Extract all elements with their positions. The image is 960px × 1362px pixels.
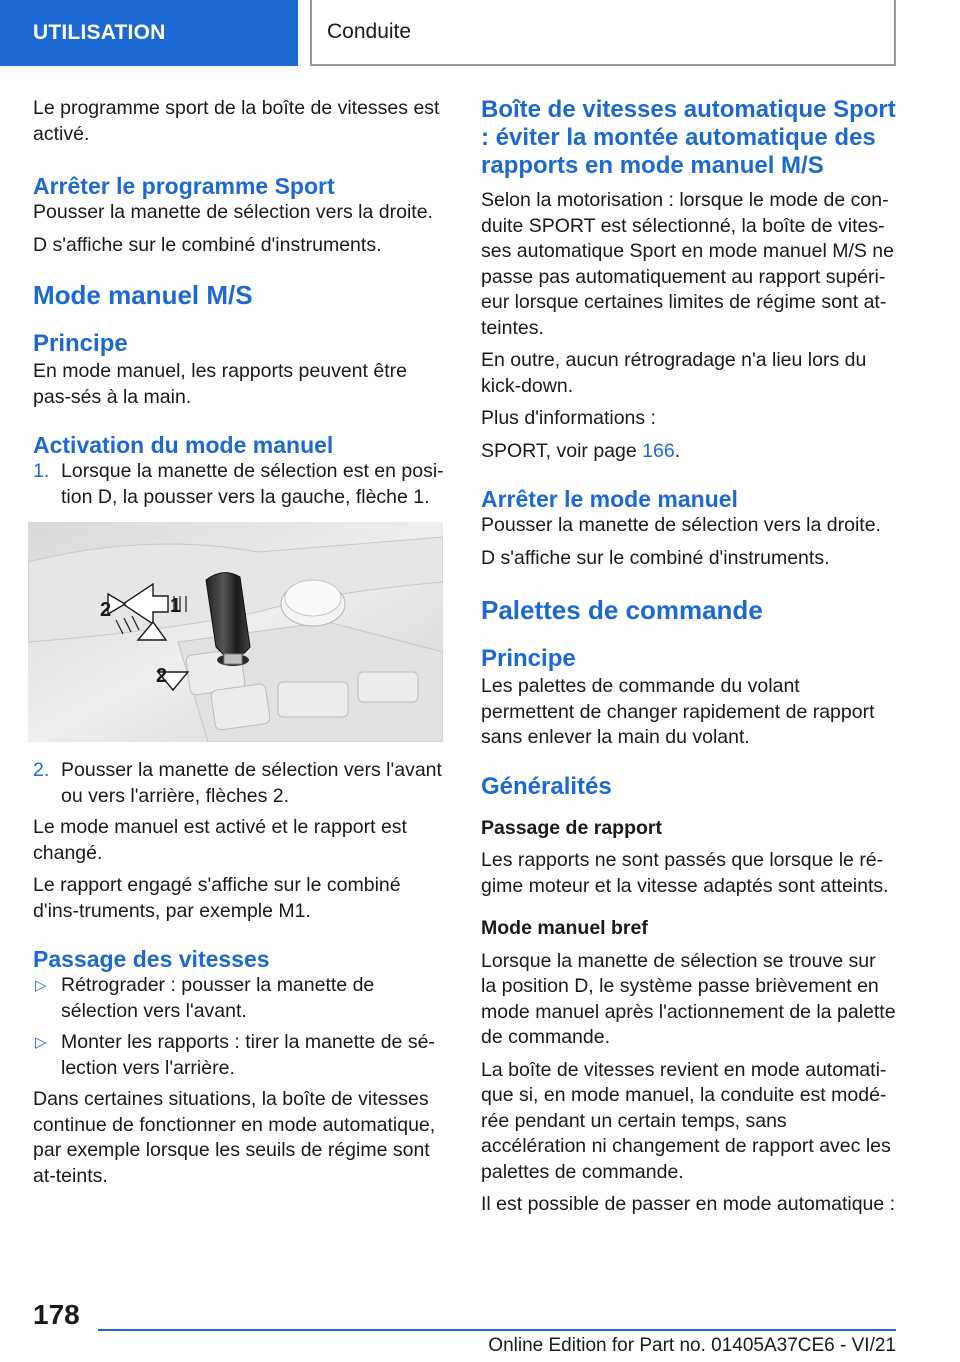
principle-heading: Principe (33, 330, 128, 357)
section-tab[interactable]: UTILISATION (0, 0, 298, 66)
shifting-list (33, 973, 449, 1081)
principle-text: En mode manuel, les rapports peuvent être pas-sés à la main. (33, 360, 407, 408)
sport-ref-suffix: . (674, 439, 681, 462)
triangle-bullet-icon: ▷ (35, 977, 47, 994)
shifting-text: Dans certaines situations, la boîte de vitesses continue de fonctionner en mode automatique, par exemple lorsque les seuils de régime sont at-teints. (33, 1088, 436, 1187)
figure-label-2b: 2 (156, 665, 168, 687)
sport-auto-heading: Boîte de vitesses automatique Sport : éviter la montée automatique des rapports en mode manuel M/S (481, 96, 896, 179)
figure-label-1: 1 (170, 595, 182, 617)
activation-heading: Activation du mode manuel (33, 432, 334, 458)
step-2 (33, 758, 449, 809)
stop-manual-text-2: D s'affiche sur le combiné d'instruments. (481, 546, 830, 569)
stop-sport-text-1: Pousser la manette de sélection vers la droite. (33, 201, 433, 223)
chapter-tab[interactable]: Conduite (310, 0, 896, 66)
edition-text: Online Edition for Part no. 01405A37CE6 - VI/21 (488, 1335, 896, 1356)
activation-text-1: Le mode manuel est activé et le rapport est changé. (33, 816, 407, 864)
step-1-number: 1. (33, 460, 50, 482)
shifting-item-2 (33, 1030, 449, 1081)
manual-mode-heading: Mode manuel M/S (33, 280, 253, 310)
activation-steps (33, 459, 449, 510)
paddles-heading: Palettes de commande (481, 595, 763, 625)
page-number: 178 (33, 1299, 80, 1330)
activation-text-2: Le rapport engagé s'affiche sur le combiné d'ins-truments, par exemple M1. (33, 874, 401, 922)
step-2-number: 2. (33, 759, 50, 781)
shifting-item-1-text: Rétrograder : pousser la manette de sélection vers l'avant. (61, 974, 375, 1022)
stop-sport-text-2: D s'affiche sur le combiné d'instruments. (33, 233, 382, 256)
gear-selector-illustration (28, 522, 443, 742)
step-1-text: Lorsque la manette de sélection est en posi-tion D, la pousser vers la gauche, flèche 1. (61, 460, 444, 508)
right-column (481, 96, 896, 1225)
intro-text: Le programme sport de la boîte de vitesses est activé. (33, 97, 440, 145)
sport-auto-text-3: Plus d'informations : (481, 407, 656, 429)
sport-auto-text-4 (481, 439, 896, 465)
paddles-principle-heading: Principe (481, 645, 576, 672)
figure-label-2a: 2 (100, 599, 112, 621)
stop-manual-heading: Arrêter le mode manuel (481, 486, 738, 512)
gear-shift-text: Les rapports ne sont passés que lorsque le ré-gime moteur et la vitesse adaptés sont atteints. (481, 849, 889, 897)
stop-sport-heading: Arrêter le programme Sport (33, 173, 335, 199)
brief-manual-text-1: Lorsque la manette de sélection se trouve sur la position D, le système passe brièvement en mode manuel après l'actionnement de la palette de commande. (481, 949, 896, 1048)
sport-ref-prefix: SPORT, voir page (481, 439, 643, 462)
triangle-bullet-icon: ▷ (35, 1034, 47, 1051)
activation-steps-continued (33, 758, 449, 809)
step-2-text: Pousser la manette de sélection vers l'avant ou vers l'arrière, flèches 2. (61, 759, 442, 807)
brief-manual-heading: Mode manuel bref (481, 917, 648, 939)
shifting-item-2-text: Monter les rapports : tirer la manette de sé-lection vers l'arrière. (61, 1031, 435, 1079)
paddles-principle-text: Les palettes de commande du volant permettent de changer rapidement de rapport sans enlever la main du volant. (481, 675, 875, 748)
general-heading: Généralités (481, 772, 612, 800)
gear-selector-figure (28, 522, 443, 742)
shifting-heading: Passage des vitesses (33, 946, 270, 972)
sport-page-link[interactable]: 166 (642, 439, 675, 462)
shifting-item-1 (33, 973, 449, 1024)
sport-auto-text-1: Selon la motorisation : lorsque le mode de con-duite SPORT est sélectionné, la boîte de vites-ses automatique Sport en mode manuel M/S ne passe pas automatiquement au rapport supéri-eur lorsque certaines limites de régime sont at-teintes. (481, 189, 894, 339)
brief-manual-text-3: Il est possible de passer en mode automatique : (481, 1193, 896, 1215)
brief-manual-text-2: La boîte de vitesses revient en mode automati-que si, en mode manuel, la conduite est modé-rée pendant un certain temps, sans accélération ni changement de rapport avec les palettes de commande. (481, 1058, 891, 1183)
sport-auto-text-2: En outre, aucun rétrogradage n'a lieu lors du kick-down. (481, 349, 867, 397)
step-1 (33, 459, 449, 510)
footer-divider (98, 1329, 896, 1331)
gear-shift-heading: Passage de rapport (481, 816, 662, 839)
left-column (33, 96, 449, 1196)
stop-manual-text-1: Pousser la manette de sélection vers la droite. (481, 514, 881, 536)
